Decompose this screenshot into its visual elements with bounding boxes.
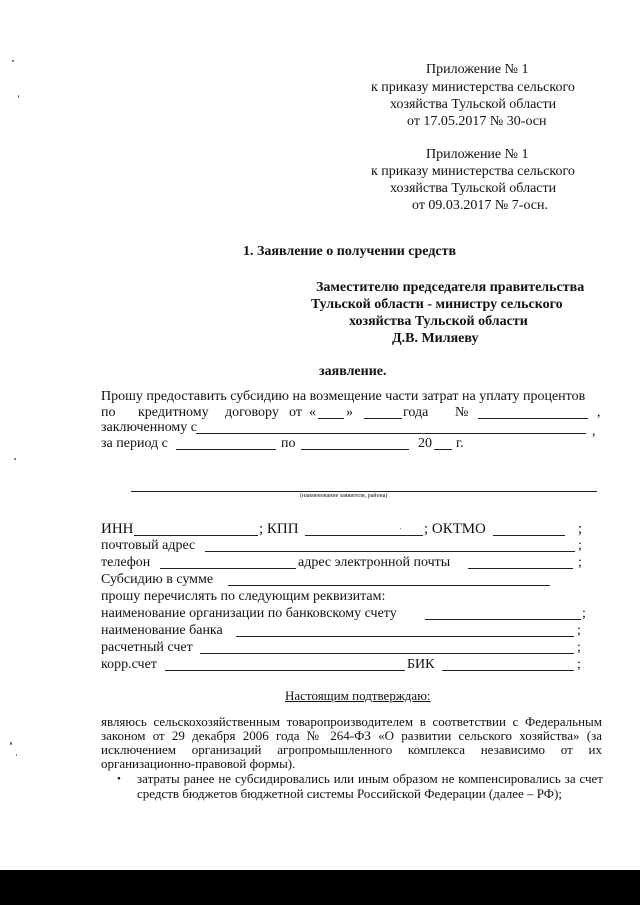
request-word-ot: от bbox=[289, 405, 302, 420]
request-quote-open: « bbox=[309, 405, 316, 420]
org-semicolon: ; bbox=[582, 606, 586, 621]
request-year-suffix: г. bbox=[456, 436, 464, 451]
request-line1: Прошу предоставить субсидию на возмещение части затрат на уплату процентов bbox=[101, 389, 586, 404]
blank-contract-number[interactable] bbox=[478, 418, 588, 419]
confirm-heading: Настоящим подтверждаю: bbox=[285, 688, 431, 703]
producer-statement: являюсь сельскохозяйственным товаропроизводителем в соответствии с Федеральным законом от 29 декабря 2006 года № 264-ФЗ «О развитии сельского хозяйства» (за исключением организаций агропромышленного комплекса независимо от их организационно-правовой формы). bbox=[101, 714, 602, 771]
blank-year[interactable] bbox=[434, 449, 452, 450]
request-number-sign: № bbox=[455, 405, 469, 420]
bik-field[interactable] bbox=[442, 670, 574, 671]
email-label: адрес электронной почты bbox=[298, 555, 451, 570]
request-comma-2: , bbox=[592, 424, 596, 439]
postal-address-field[interactable] bbox=[205, 551, 575, 552]
request-quote-close: » bbox=[346, 405, 353, 420]
header1-line2: к приказу министерства сельского bbox=[371, 80, 575, 95]
header2-line3: хозяйства Тульской области bbox=[390, 181, 557, 196]
inn-field[interactable] bbox=[134, 535, 258, 536]
scan-bottom-bar bbox=[0, 870, 640, 905]
account-semicolon: ; bbox=[577, 640, 581, 655]
applicant-name-line[interactable] bbox=[131, 491, 597, 492]
bik-semicolon: ; bbox=[577, 657, 581, 672]
postal-semicolon: ; bbox=[578, 538, 582, 553]
oktmo-label: ; ОКТМО bbox=[424, 521, 486, 537]
bik-label: БИК bbox=[407, 657, 435, 672]
phone-label: телефон bbox=[101, 555, 151, 570]
org-name-label: наименование организации по банковскому счету bbox=[101, 606, 397, 621]
transfer-requisites-text: прошу перечислять по следующим реквизитам: bbox=[101, 589, 386, 604]
header2-line2: к приказу министерства сельского bbox=[371, 164, 575, 179]
bank-name-field[interactable] bbox=[236, 636, 574, 637]
scan-speck bbox=[18, 95, 19, 98]
header1-line1: Приложение № 1 bbox=[426, 62, 529, 77]
request-word-po: по bbox=[101, 405, 116, 420]
header1-line4: от 17.05.2017 № 30-осн bbox=[407, 114, 547, 129]
oktmo-semicolon: ; bbox=[578, 521, 583, 537]
blank-day[interactable] bbox=[318, 418, 344, 419]
blank-period-end[interactable] bbox=[301, 449, 409, 450]
subsidy-amount-label: Субсидию в сумме bbox=[101, 572, 214, 587]
request-comma: , bbox=[597, 405, 601, 420]
section-title: 1. Заявление о получении средств bbox=[243, 244, 457, 259]
request-word-credit: кредитному bbox=[138, 405, 209, 420]
addressee-line1: Заместителю председателя правительства bbox=[316, 280, 585, 295]
header2-line1: Приложение № 1 bbox=[426, 147, 529, 162]
request-word-contract: договору bbox=[225, 405, 279, 420]
scan-speck bbox=[16, 754, 17, 756]
kpp-label: ; КПП bbox=[259, 521, 299, 537]
document-title: заявление. bbox=[319, 364, 387, 379]
postal-address-label: почтовый адрес bbox=[101, 538, 196, 553]
blank-bank[interactable] bbox=[196, 433, 586, 434]
addressee-line3: хозяйства Тульской области bbox=[349, 314, 528, 329]
bullet-marker: • bbox=[117, 773, 121, 785]
header2-line4: от 09.03.2017 № 7-осн. bbox=[412, 198, 549, 213]
blank-month[interactable] bbox=[364, 418, 402, 419]
request-word-year: года bbox=[403, 405, 429, 420]
request-year-prefix: 20 bbox=[418, 436, 432, 451]
oktmo-field[interactable] bbox=[493, 535, 565, 536]
request-period-from: за период с bbox=[101, 436, 168, 451]
scan-speck bbox=[14, 458, 16, 460]
addressee-line2: Тульской области - министру сельского bbox=[311, 297, 563, 312]
scan-speck bbox=[12, 60, 14, 62]
email-field[interactable] bbox=[468, 568, 573, 569]
scan-speck bbox=[10, 742, 12, 745]
scan-speck bbox=[400, 528, 401, 529]
account-label: расчетный счет bbox=[101, 640, 193, 655]
request-concluded-with: заключенному с bbox=[101, 420, 198, 435]
blank-period-start[interactable] bbox=[176, 449, 276, 450]
org-name-field[interactable] bbox=[425, 619, 581, 620]
corr-account-label: корр.счет bbox=[101, 657, 157, 672]
bank-name-label: наименование банка bbox=[101, 623, 223, 638]
phone-field[interactable] bbox=[160, 568, 296, 569]
inn-label: ИНН bbox=[101, 521, 134, 537]
corr-account-field[interactable] bbox=[165, 670, 405, 671]
email-semicolon: ; bbox=[578, 555, 582, 570]
bank-semicolon: ; bbox=[577, 623, 581, 638]
subsidy-amount-field[interactable] bbox=[228, 585, 550, 586]
addressee-line4: Д.В. Миляеву bbox=[392, 331, 479, 346]
kpp-field[interactable] bbox=[305, 535, 423, 536]
request-period-to: по bbox=[281, 436, 296, 451]
header1-line3: хозяйства Тульской области bbox=[390, 97, 557, 112]
bullet-statement-1: затраты ранее не субсидировались или иным образом не компенсировались за счет средств бюджетов бюджетной системы Российской Федерации (далее – РФ); bbox=[137, 771, 603, 801]
account-field[interactable] bbox=[200, 653, 574, 654]
applicant-name-caption: (наименование заявителя, района) bbox=[300, 493, 388, 499]
